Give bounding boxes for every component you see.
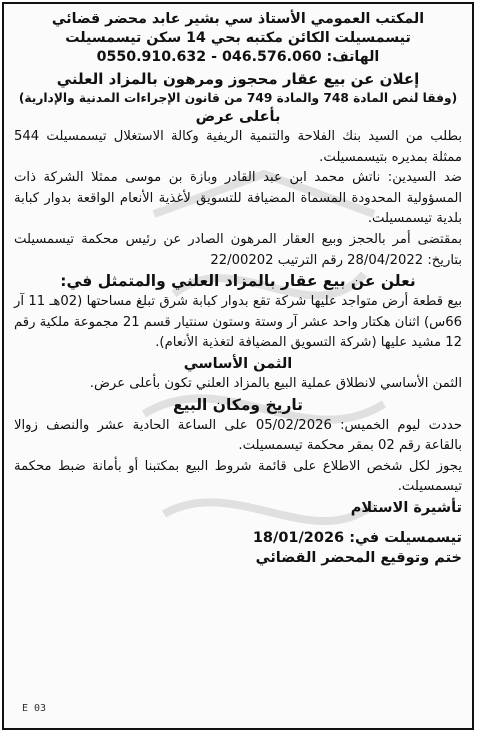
price-heading: الثمن الأساسي bbox=[183, 355, 293, 372]
page-code: E 03 bbox=[22, 703, 47, 714]
notice-subtitle: (وفقا لنص المادة 748 والمادة 749 من قانون الإجراءات المدنية والإدارية) bbox=[18, 91, 458, 105]
office-address: تيسمسيلت الكائن مكتبه بحي 14 سكن تيسمسيلت bbox=[65, 30, 411, 46]
signature-line: ختم وتوقيع المحضر القضائي bbox=[255, 549, 462, 566]
notice-title: إعلان عن بيع عقار محجوز ومرهون بالمزاد العلني bbox=[56, 70, 420, 88]
notice-body bbox=[4, 4, 472, 568]
notice-frame bbox=[2, 2, 474, 730]
inspection-paragraph: يجوز لكل شخص الاطلاع على قائمة شروط البيع بمكتبنا أو بأمانة ضبط محكمة تيسمسيلت. bbox=[14, 458, 462, 495]
notice-heading: بأعلى عرض bbox=[195, 109, 281, 125]
date-heading: تاريخ ومكان البيع bbox=[172, 395, 304, 414]
property-paragraph: بيع قطعة أرض متواجد عليها شركة تقع بدوار كبابة شرق تبلغ مساحتها (02هـ 11 آر 66س) اثنان هكتار واحد عشر آر وستة وستون سنتيار قسم 21 مجموعة ملكية رقم 12 مشيد عليها (شركة التسويق المضيافة لتغذية الأنعام). bbox=[14, 294, 463, 351]
announce-heading: نعلن عن بيع عقار بالمزاد العلني والمتمثل في: bbox=[60, 272, 416, 291]
office-phone: الهاتف: 046.576.060 - 0550.910.632 bbox=[96, 49, 380, 65]
against-paragraph: ضد السيدين: ناتش محمد ابن عبد القادر وبازة بن موسى ممثلا الشركة ذات المسؤولية المحدودة المسماة المضيافة للتسويق لأغذية الأنعام الواقعة بدوار كبابة بلدية تيسمسيلت. bbox=[14, 170, 462, 227]
requester-paragraph: بطلب من السيد بنك الفلاحة والتنمية الريفية وكالة الاستغلال تيسمسيلت 544 ممثلة بمديره بتيسمسيلت. bbox=[14, 129, 462, 165]
price-paragraph: الثمن الأساسي لانطلاق عملية البيع بالمزاد العلني تكون بأعلى عرض. bbox=[89, 375, 462, 391]
office-name: المكتب العمومي الأستاذ سي بشير عابد محضر قضائي bbox=[51, 11, 425, 27]
visa-heading: تأشيرة الاستلام bbox=[350, 499, 462, 516]
date-paragraph: حددت ليوم الخميس: 05/02/2026 على الساعة الحادية عشر والنصف زوالا بالقاعة رقم 02 بمقر محكمة تيسمسيلت. bbox=[14, 417, 462, 454]
signed-place-date: تيسمسيلت في: 18/01/2026 bbox=[252, 529, 462, 546]
pursuant-paragraph: بمقتضى أمر بالحجز وبيع العقار المرهون الصادر عن رئيس محكمة تيسمسيلت بتاريخ: 28/04/2022 رقم الترتيب 22/00202 bbox=[14, 231, 462, 268]
